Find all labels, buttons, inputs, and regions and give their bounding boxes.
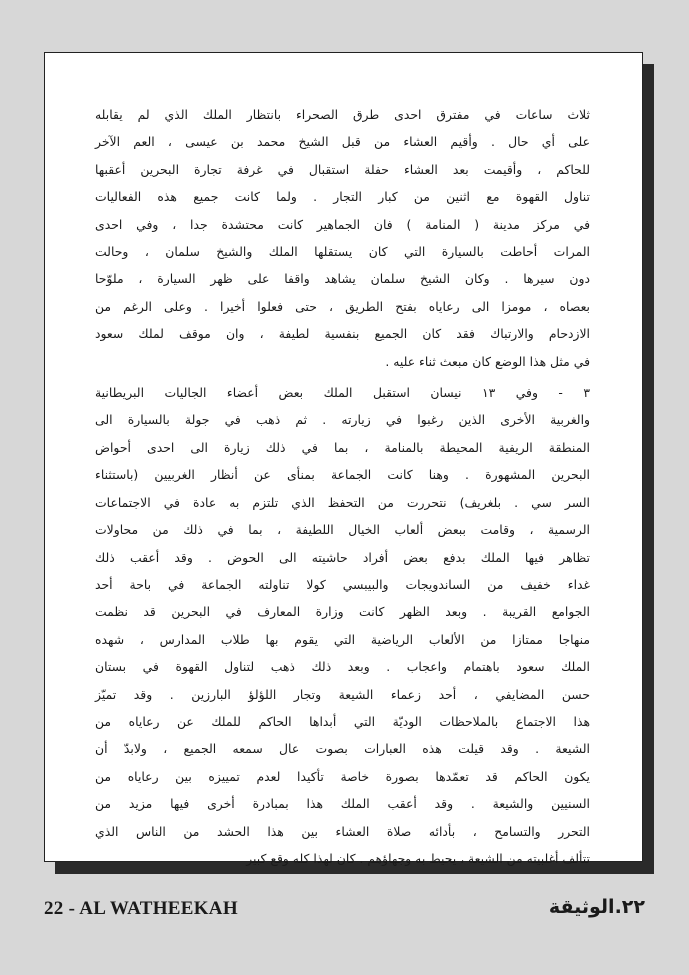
text-line: والغربية الأخرى الذين رغبوا في زيارته . ثم ذهب في جولة بالسيارة الى bbox=[95, 412, 590, 428]
text-line: البحرين المشهورة . وهنا كانت الجماعة بمنأى عن أنظار الغربيين (باستثناء bbox=[95, 467, 590, 483]
text-line: الازدحام والارتباك فقد كان الجميع بنفسية لطيفة ، وان موقف لملك سعود bbox=[95, 326, 590, 342]
text-line: التحرر والتسامح ، بأدائه صلاة العشاء بين هذا الحشد من الناس الذي bbox=[95, 823, 590, 839]
text-line: تظاهر فيها الملك بدفع بعض أفراد حاشيته الى الحوض . وقد أعقب ذلك bbox=[95, 549, 590, 565]
text-line: على أي حال . وأقيم العشاء من قبل الشيخ محمد بن عيسى ، العم الآخر bbox=[95, 134, 590, 150]
paragraph bbox=[95, 101, 590, 375]
text-line: بعصاه ، مومزا الى رعاياه بفتح الطريق ، حتى فعلوا أخيرا . وعلى الرغم من bbox=[95, 298, 590, 314]
text-line: تتألف أغلبيته من الشيعة ، يحيط به وجهاؤهم . كان لهذا كله وقع كبير bbox=[246, 850, 590, 866]
text-line: يكون الحاكم قد تعمّدها بصورة خاصة تأكيدا لعدم تمييزه بين رعاياه من bbox=[95, 768, 590, 784]
text-line: تناول القهوة مع اثنين من كبار التجار . ولما كانت جميع هذه الفعاليات bbox=[95, 189, 590, 205]
footer-page-label: 22 - AL WATHEEKAH bbox=[44, 898, 238, 919]
footer-arabic-page-label: ٢٢.الوثيقة bbox=[548, 896, 645, 918]
text-line: الملك سعود باهتمام واعجاب . وبعد ذلك ذهب لتناول القهوة في بستان bbox=[95, 659, 590, 675]
text-line: الشيعة . وقد قيلت هذه العبارات بصوت عال سمعه الجميع ، ولابدّ أن bbox=[95, 741, 590, 757]
text-line: في مركز مدينة ( المنامة ) فان الجماهير كانت محتشدة جدا ، وفي احدى bbox=[95, 216, 590, 232]
text-line: هذا الاجتماع بالملاحظات الوديّة التي أبداها الحاكم للملك عن رعاياه من bbox=[95, 713, 590, 729]
document-page bbox=[44, 52, 643, 866]
text-line: غداء خفيف من الساندويجات والبيبسي كولا تناولته الجماعة في باحة أحد bbox=[95, 576, 590, 592]
text-line: في مثل هذا الوضع كان مبعث ثناء عليه . bbox=[385, 353, 590, 369]
text-line: السنيين والشيعة . وقد أعقب الملك هذا بمبادرة أخرى فيها مزيد من bbox=[95, 796, 590, 812]
text-line: منهاجا ممتازا من الألعاب الرياضية التي يقوم بها طلاب المدارس ، شهده bbox=[95, 631, 590, 647]
text-line: للحاكم ، وأقيمت بعد العشاء حفلة استقبال في غرفة تجارة البحرين أعقبها bbox=[95, 161, 590, 177]
body-text bbox=[95, 101, 590, 872]
text-line: السر سي . بلغريف) نتحررت من التحفظ الذي تلتزم به عادة في الاجتماعات bbox=[95, 494, 590, 510]
text-line: الرسمية ، وقامت ببعض ألعاب الخيال اللطيفة ، بما في ذلك من محاولات bbox=[95, 522, 590, 538]
text-line: ثلاث ساعات في مفترق احدى طرق الصحراء بانتظار الملك الذي لم يقابله bbox=[95, 107, 590, 122]
text-line: حسن المضايفي ، أحد زعماء الشيعة وتجار اللؤلؤ البارزين . وقد تميّز bbox=[95, 686, 590, 702]
text-line: ٣ - وفي ١٣ نيسان استقبل الملك بعض أعضاء الجاليات البريطانية bbox=[95, 385, 590, 401]
text-line: المرات أحاطت بالسيارة التي كان يستقلها الملك والشيخ سلمان ، وحالت bbox=[95, 244, 590, 260]
paragraph bbox=[95, 379, 590, 872]
text-line: الجوامع القريبة . وبعد الظهر كانت وزارة المعارف في البحرين قد نظمت bbox=[95, 604, 590, 620]
text-line: دون سيرها . وكان الشيخ سلمان يشاهد واقفا على ظهر السيارة ، ملوّحا bbox=[95, 271, 590, 287]
text-line: المنطقة الريفية المحيطة بالمنامة ، بما في ذلك زيارة الى احدى أحواض bbox=[95, 439, 590, 455]
